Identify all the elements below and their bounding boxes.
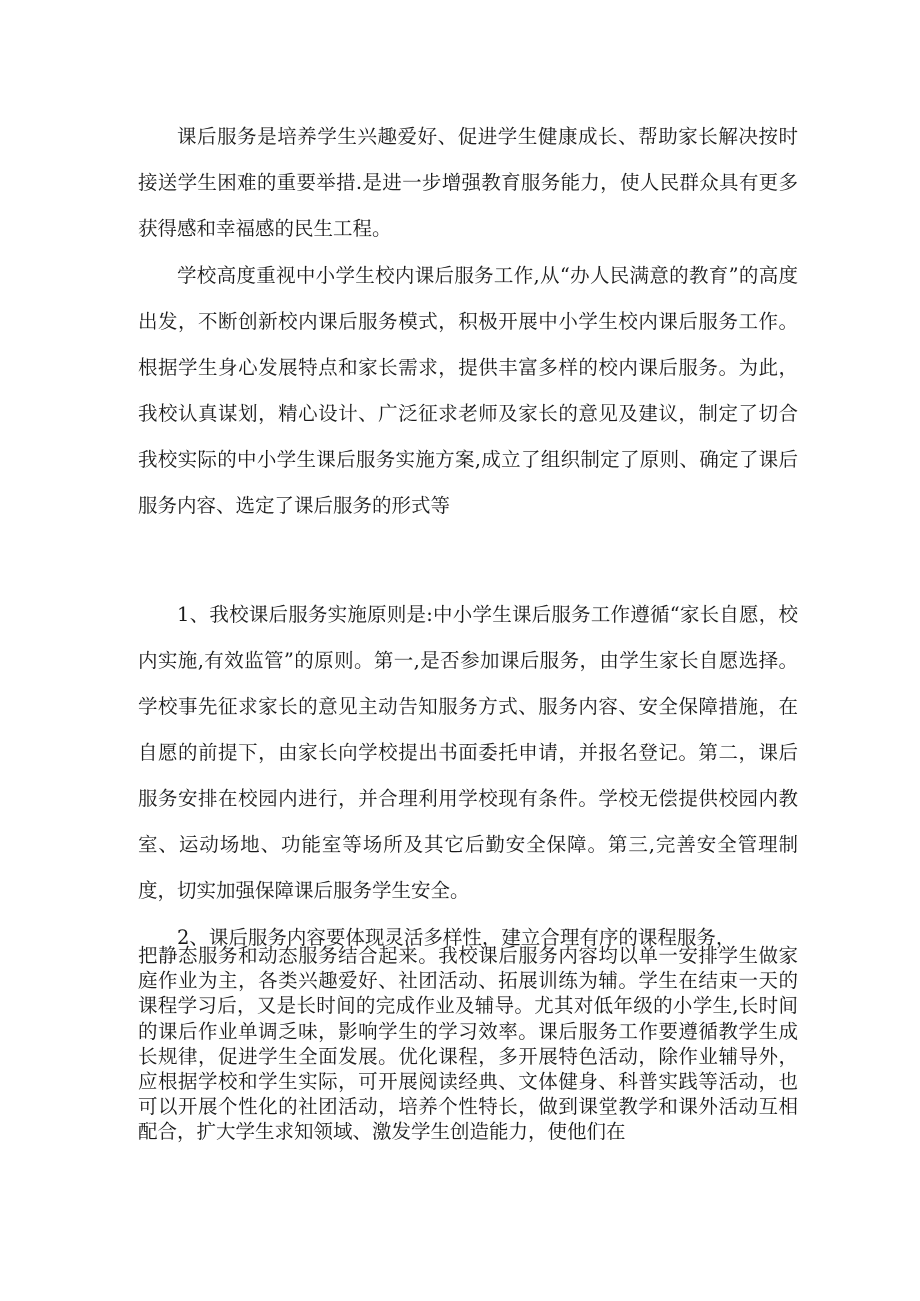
paragraph-implementation-principles: 1、我校课后服务实施原则是:中小学生课后服务工作遵循“家长自愿，校内实施,有效监管”的原则。第一,是否参加课后服务，由学生家长自愿选择。学校事先征求家长的意见主动告知服务方式、服务内容、安全保障措施，在自愿的前提下，由家长向学校提出书面委托申请，并报名登记。第二，课后服务安排在校园内进行，并合理利用学校现有条件。学校无偿提供校园内教室、运动场地、功能室等场所及其它后勤安全保障。第三,完善安全管理制度，切实加强保障课后服务学生安全。 — [138, 603, 798, 902]
body-text-upper — [138, 114, 798, 529]
body-text-lower — [138, 943, 798, 1145]
body-text-middle — [138, 592, 798, 961]
paragraph-school-emphasis: 学校高度重视中小学生校内课后服务工作,从“办人民满意的教育”的高度出发，不断创新校内课后服务模式，积极开展中小学生校内课后服务工作。根据学生身心发展特点和家长需求，提供丰富多样的校内课后服务。为此，我校认真谋划，精心设计、广泛征求老师及家长的意见及建议，制定了切合我校实际的中小学生课后服务实施方案,成立了组织制定了原则、确定了课后服务内容、选定了课后服务的形式等 — [138, 264, 798, 517]
paragraph-service-content-detail: 把静态服务和动态服务结合起来。我校课后服务内容均以单一安排学生做家庭作业为主，各类兴趣爱好、社团活动、拓展训练为辅。学生在结束一天的课程学习后，又是长时间的完成作业及辅导。尤其对低年级的小学生,长时间的课后作业单调乏味，影响学生的学习效率。课后服务工作要遵循教学生成长规律，促进学生全面发展。优化课程，多开展特色活动，除作业辅导外，应根据学校和学生实际，可开展阅读经典、文体健身、科普实践等活动，也可以开展个性化的社团活动，培养个性特长，做到课堂教学和课外活动互相配合，扩大学生求知领域、激发学生创造能力，使他们在 — [138, 944, 798, 1144]
paragraph-service-content-heading: 2、课后服务内容要体现灵活多样性，建立合理有序的课程服务， — [177, 926, 736, 949]
paragraph-after-school-service-purpose: 课后服务是培养学生兴趣爱好、促进学生健康成长、帮助家长解决按时接送学生困难的重要举措.是进一步增强教育服务能力，使人民群众具有更多获得感和幸福感的民生工程。 — [138, 125, 798, 240]
